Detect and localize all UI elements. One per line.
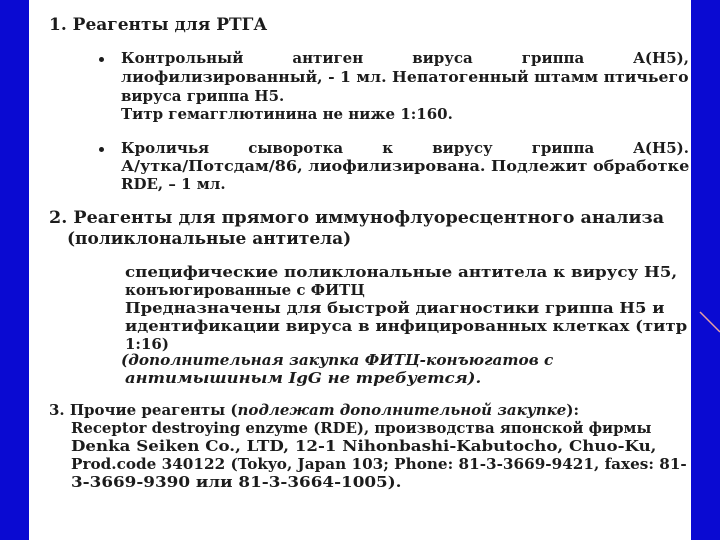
section2-line2: конъюгированные с ФИТЦ xyxy=(125,281,365,299)
bullet1-line1-word-1: Контрольный xyxy=(121,49,244,67)
bullet2-line3: RDE, – 1 мл. xyxy=(121,175,226,193)
bullet2-line2: А/утка/Потсдам/86, лиофилизирована. Подлежит обработке xyxy=(121,157,690,175)
section3-line3: Denka Seiken Co., LTD, 12-1 Nihonbashi-Kabutocho, Chuo-Ku, xyxy=(71,437,657,455)
section3-line1-italic: подлежат дополнительной закупке xyxy=(237,401,567,419)
section2-line7: антимышиным IgG не требуется). xyxy=(125,369,482,387)
bullet2-line1-word-2: сыворотка xyxy=(248,139,344,157)
section2-line3: Предназначены для быстрой диагностики гриппа H5 и xyxy=(125,299,665,317)
section2-line6: (дополнительная закупка ФИТЦ-конъюгатов с xyxy=(121,351,554,369)
section3-line1-end: ): xyxy=(566,401,579,419)
bullet2-line1-word-4: вирусу xyxy=(432,139,493,157)
bullet1-line1-word-3: вируса xyxy=(412,49,473,67)
bullet1-line1-word-2: антиген xyxy=(292,49,364,67)
bullet2-line1-word-3: к xyxy=(382,139,394,157)
section3-line2: Receptor destroying enzyme (RDE), производства японской фирмы xyxy=(71,419,652,437)
section2-heading-line2: (поликлональные антитела) xyxy=(67,229,352,249)
bullet1-line2: лиофилизированный, - 1 мл. Непатогенный штамм птичьего xyxy=(121,68,689,86)
section2-line1: специфические поликлональные антитела к вирусу H5, xyxy=(125,263,678,281)
bullet2-line1-word-5: гриппа xyxy=(531,139,595,157)
bullet2-line1-word-1: Кроличья xyxy=(121,139,210,157)
edge-diagonal-stroke xyxy=(700,312,720,332)
bullet1-line1-word-4: гриппа xyxy=(521,49,585,67)
bullet1-line4: Титр гемагглютинина не ниже 1:160. xyxy=(121,105,453,123)
bullet1-line1-word-5: A(H5), xyxy=(633,49,689,67)
bullet2-line1-word-6: A(H5). xyxy=(633,139,689,157)
section3-line5: 3-3669-9390 или 81-3-3664-1005). xyxy=(71,473,402,491)
section3-line1-start: 3. Прочие реагенты ( xyxy=(49,401,238,419)
section2-heading-line1: 2. Реагенты для прямого иммунофлуоресцентного анализа xyxy=(49,208,665,228)
bullet1-line3: вируса гриппа H5. xyxy=(121,87,285,105)
section1-heading: 1. Реагенты для РТГА xyxy=(49,15,268,35)
section3-line4: Prod.code 340122 (Tokyo, Japan 103; Phone: 81-3-3669-9421, faxes: 81- xyxy=(71,455,687,473)
section2-line5: 1:16) xyxy=(125,335,169,353)
section2-line4: идентификации вируса в инфицированных клетках (титр xyxy=(125,317,688,335)
